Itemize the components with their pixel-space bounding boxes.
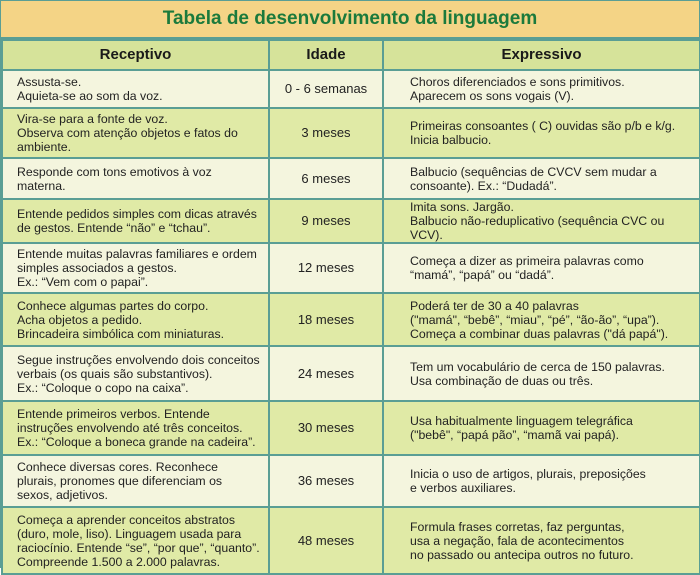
- header-idade: Idade: [269, 40, 383, 70]
- table-row: [2, 401, 700, 455]
- cell-receptivo: Responde com tons emotivos à voz materna.: [2, 158, 269, 199]
- cell-idade: 6 meses: [269, 158, 383, 199]
- table-row: [2, 199, 700, 243]
- cell-expressivo: Começa a dizer as primeira palavras como “mamá”, “papá” ou “dadá”.: [383, 243, 700, 293]
- table-row: [2, 346, 700, 401]
- cell-idade: 48 meses: [269, 507, 383, 574]
- table-title: Tabela de desenvolvimento da linguagem: [1, 1, 699, 39]
- cell-idade: 12 meses: [269, 243, 383, 293]
- cell-expressivo: Imita sons. Jargão. Balbucio não-reduplicativo (sequência CVC ou VCV).: [383, 199, 700, 243]
- table-row: [2, 455, 700, 507]
- header-receptivo: Receptivo: [2, 40, 269, 70]
- cell-expressivo: Usa habitualmente linguagem telegráfica ("bebê", “papá pão”, “mamã vai papá).: [383, 401, 700, 455]
- cell-expressivo: Balbucio (sequências de CVCV sem mudar a consoante). Ex.: “Dudadá”.: [383, 158, 700, 199]
- cell-idade: 3 meses: [269, 108, 383, 158]
- cell-receptivo: Conhece diversas cores. Reconhece plurais, pronomes que diferenciam os sexos, adjetivos.: [2, 455, 269, 507]
- cell-idade: 36 meses: [269, 455, 383, 507]
- language-development-table: [1, 39, 700, 575]
- cell-idade: 0 - 6 semanas: [269, 70, 383, 108]
- cell-idade: 9 meses: [269, 199, 383, 243]
- cell-expressivo: Formula frases corretas, faz perguntas, usa a negação, fala de acontecimentos no passado ou antecipa outros no futuro.: [383, 507, 700, 574]
- header-expressivo: Expressivo: [383, 40, 700, 70]
- cell-idade: 24 meses: [269, 346, 383, 401]
- cell-receptivo: Entende primeiros verbos. Entende instruções envolvendo até três conceitos. Ex.: “Coloque a boneca grande na cadeira”.: [2, 401, 269, 455]
- table-row: [2, 158, 700, 199]
- cell-receptivo: Começa a aprender conceitos abstratos (duro, mole, liso). Linguagem usada para raciocínio. Entende “se”, “por que”, “quanto”. Compreende 1.500 a 2.000 palavras.: [2, 507, 269, 574]
- cell-receptivo: Entende pedidos simples com dicas através de gestos. Entende “não” e “tchau”.: [2, 199, 269, 243]
- cell-expressivo: Choros diferenciados e sons primitivos. Aparecem os sons vogais (V).: [383, 70, 700, 108]
- cell-receptivo: Vira-se para a fonte de voz. Observa com atenção objetos e fatos do ambiente.: [2, 108, 269, 158]
- table-row: [2, 70, 700, 108]
- cell-receptivo: Conhece algumas partes do corpo. Acha objetos a pedido. Brincadeira simbólica com miniaturas.: [2, 293, 269, 346]
- cell-expressivo: Inicia o uso de artigos, plurais, preposições e verbos auxiliares.: [383, 455, 700, 507]
- table-row: [2, 293, 700, 346]
- table-row: [2, 243, 700, 293]
- table-row: [2, 108, 700, 158]
- header-row: [2, 40, 700, 70]
- table-row: [2, 507, 700, 574]
- cell-receptivo: Segue instruções envolvendo dois conceitos verbais (os quais são substantivos). Ex.: “Coloque o copo na caixa”.: [2, 346, 269, 401]
- cell-receptivo: Entende muitas palavras familiares e ordem simples associados a gestos. Ex.: “Vem com o papai”.: [2, 243, 269, 293]
- cell-expressivo: Poderá ter de 30 a 40 palavras ("mamá", “bebê”, “miau”, “pé”, “ão-ão”, “upa”). Começa a combinar duas palavras ("dá papá").: [383, 293, 700, 346]
- cell-expressivo: Primeiras consoantes ( C) ouvidas são p/b e k/g. Inicia balbucio.: [383, 108, 700, 158]
- cell-idade: 30 meses: [269, 401, 383, 455]
- cell-expressivo: Tem um vocabulário de cerca de 150 palavras. Usa combinação de duas ou três.: [383, 346, 700, 401]
- cell-receptivo: Assusta-se. Aquieta-se ao som da voz.: [2, 70, 269, 108]
- cell-idade: 18 meses: [269, 293, 383, 346]
